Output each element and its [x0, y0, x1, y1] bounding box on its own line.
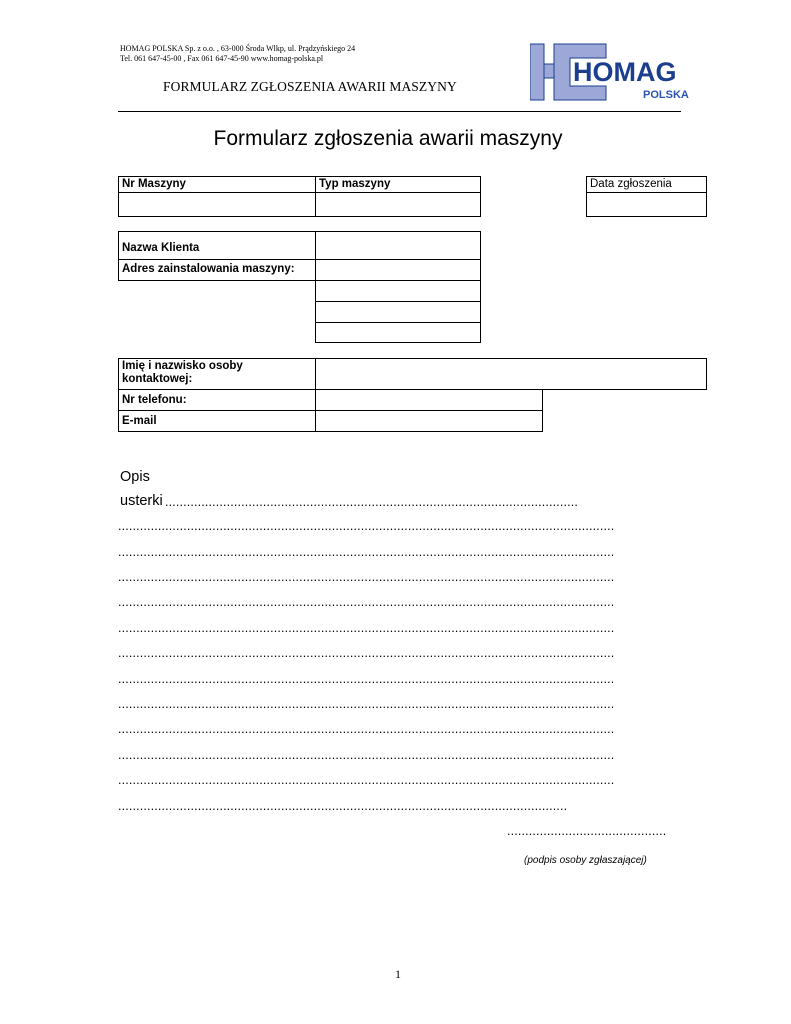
description-line[interactable]: .........................................................................................................................................	[118, 773, 615, 787]
header-form-name: FORMULARZ ZGŁOSZENIA AWARII MASZYNY	[163, 79, 457, 94]
description-line[interactable]: .........................................................................................................................................	[118, 748, 615, 762]
company-address-line1: HOMAG POLSKA Sp. z o.o. , 63-000 Środa Wlkp, ul. Prądzyńskiego 24	[120, 44, 356, 53]
description-line[interactable]: .........................................................................................................................................	[118, 697, 615, 711]
description-line[interactable]: .........................................................................................................................................	[118, 672, 615, 686]
usterki-label: usterki	[120, 493, 163, 509]
description-line[interactable]: ..................................................................................................................	[165, 495, 579, 509]
nazwa-klienta-label: Nazwa Klienta	[118, 231, 316, 260]
nr-telefonu-label: Nr telefonu:	[118, 389, 316, 411]
osoba-kontaktowa-label: Imię i nazwisko osoby kontaktowej:	[118, 358, 316, 390]
description-line[interactable]: ............................................................................................................................	[118, 799, 568, 813]
page-number: 1	[395, 967, 401, 981]
signature-label: (podpis osoby zgłaszającej)	[524, 855, 647, 866]
opis-label: Opis	[120, 469, 150, 485]
header-divider	[118, 111, 681, 112]
page-title: Formularz zgłoszenia awarii maszyny	[213, 127, 563, 150]
email-field[interactable]	[315, 410, 543, 432]
description-line[interactable]: .........................................................................................................................................	[118, 646, 615, 660]
logo-sub-text: POLSKA	[643, 89, 689, 101]
adres-field-2[interactable]	[315, 280, 481, 302]
adres-label: Adres zainstalowania maszyny:	[118, 259, 316, 281]
nr-maszyny-label: Nr Maszyny	[118, 176, 316, 193]
nazwa-klienta-field[interactable]	[315, 231, 481, 260]
adres-field-1[interactable]	[315, 259, 481, 281]
nr-maszyny-field[interactable]	[118, 192, 316, 217]
description-line[interactable]: .........................................................................................................................................	[118, 545, 615, 559]
typ-maszyny-label: Typ maszyny	[315, 176, 481, 193]
osoba-kontaktowa-field[interactable]	[315, 358, 707, 390]
logo-brand-text: HOMAG	[573, 57, 677, 87]
data-zgloszenia-field[interactable]	[586, 192, 707, 217]
adres-field-3[interactable]	[315, 301, 481, 323]
description-line[interactable]: .........................................................................................................................................	[118, 519, 615, 533]
email-label: E-mail	[118, 410, 316, 432]
company-address-line2: Tel. 061 647-45-00 , Fax 061 647-45-90 www.homag-polska.pl	[120, 54, 324, 63]
homag-logo	[530, 42, 695, 104]
description-line[interactable]: .........................................................................................................................................	[118, 621, 615, 635]
description-line[interactable]: .........................................................................................................................................	[118, 722, 615, 736]
nr-telefonu-field[interactable]	[315, 389, 543, 411]
adres-field-4[interactable]	[315, 322, 481, 343]
data-zgloszenia-label: Data zgłoszenia	[586, 176, 707, 193]
description-line[interactable]: .........................................................................................................................................	[118, 595, 615, 609]
typ-maszyny-field[interactable]	[315, 192, 481, 217]
homag-logo-mark	[530, 42, 695, 104]
signature-line[interactable]: ............................................	[507, 824, 667, 838]
description-line[interactable]: .........................................................................................................................................	[118, 570, 615, 584]
